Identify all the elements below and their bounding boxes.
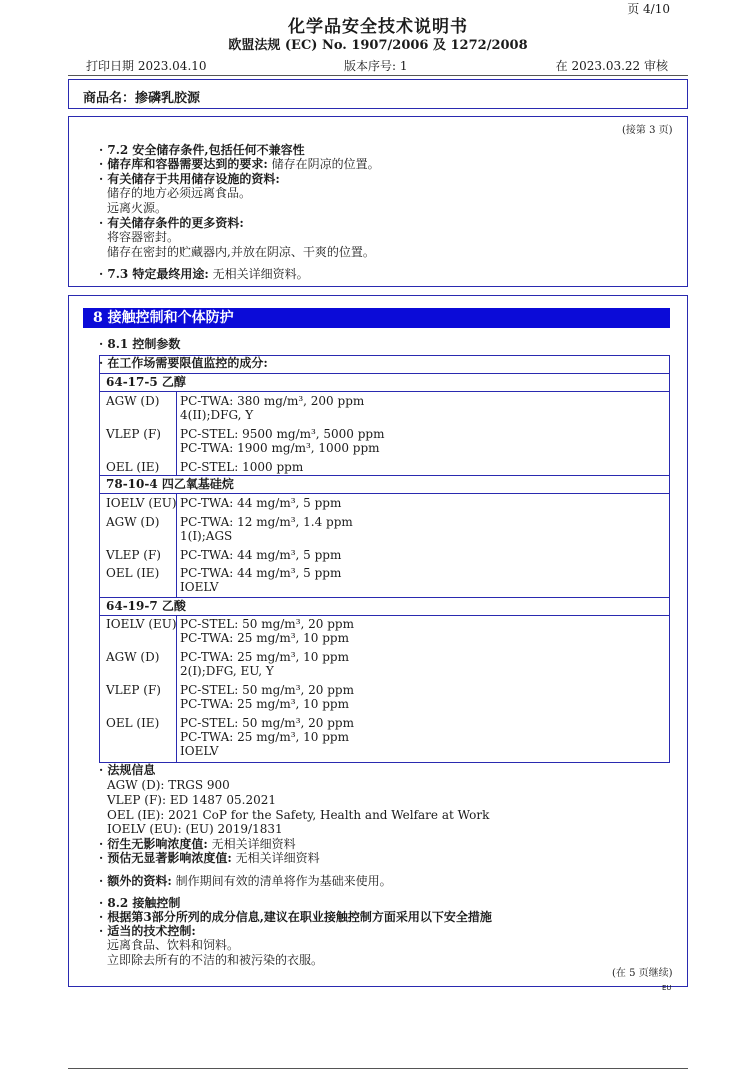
table-rule	[99, 597, 670, 598]
table-rule	[99, 493, 670, 494]
table-column-divider	[176, 615, 177, 763]
s7-line-1: · 7.2 安全储存条件,包括任何不兼容性	[99, 143, 305, 157]
product-name	[83, 87, 200, 106]
table-rule	[99, 391, 670, 392]
reg-code: AGW (D)	[106, 515, 160, 529]
print-date: 打印日期 2023.04.10	[86, 59, 207, 73]
limit-value: IOELV	[180, 744, 219, 758]
subsection-8-2: · 8.2 接触控制	[99, 896, 181, 910]
limit-value: PC-TWA: 44 mg/m³, 5 ppm	[180, 566, 342, 580]
limit-value: 1(I);AGS	[180, 529, 233, 543]
reg-code: AGW (D)	[106, 394, 160, 408]
limit-value: PC-TWA: 44 mg/m³, 5 ppm	[180, 496, 342, 510]
limit-value: PC-STEL: 9500 mg/m³, 5000 ppm	[180, 427, 385, 441]
table-rule	[99, 373, 670, 374]
s7-line-7: 将容器密封。	[107, 230, 180, 244]
limit-value: PC-STEL: 50 mg/m³, 20 ppm	[180, 683, 354, 697]
s7-line-5: 远离火源。	[107, 201, 168, 215]
extra-info-line: · 额外的资料: 制作期间有效的清单将作为基础来使用。	[99, 874, 392, 888]
substance-name: 64-17-5 乙醇	[106, 375, 186, 389]
substance-name: 78-10-4 四乙氧基硅烷	[106, 477, 234, 491]
reg-code: IOELV (EU)	[106, 617, 177, 631]
reg-code: VLEP (F)	[106, 548, 161, 562]
reg-code: OEL (IE)	[106, 716, 160, 730]
limit-value: PC-TWA: 1900 mg/m³, 1000 ppm	[180, 441, 380, 455]
version-number: 版本序号: 1	[344, 59, 408, 73]
continued-next-note: (在 5 页继续)	[612, 968, 673, 979]
review-date: 在 2023.03.22 审核	[555, 59, 668, 73]
limit-value: PC-TWA: 380 mg/m³, 200 ppm	[180, 394, 365, 408]
limit-value: IOELV	[180, 580, 219, 594]
section-8-title: 8 接触控制和个体防护	[83, 308, 670, 328]
s7-line-9: · 7.3 特定最终用途: 无相关详细资料。	[99, 267, 309, 281]
tech-controls-line: 立即除去所有的不洁的和被污染的衣服。	[107, 953, 324, 967]
subsection-8-1: · 8.1 控制参数	[99, 337, 181, 351]
continued-from-note: (接第 3 页)	[622, 125, 673, 136]
limit-value: 4(II);DFG, Y	[180, 408, 254, 422]
product-name-box	[68, 79, 688, 109]
s7-line-4: 储存的地方必须远离食品。	[107, 186, 252, 200]
dnel-line: · 衍生无影响浓度值: 无相关详细资料	[99, 837, 296, 851]
tech-controls-title: · 适当的技术控制:	[99, 924, 196, 938]
reg-info-line: VLEP (F): ED 1487 05.2021	[107, 793, 277, 807]
reg-info-line: AGW (D): TRGS 900	[107, 778, 230, 792]
s7-line-6: · 有关储存条件的更多资料:	[99, 216, 244, 230]
limit-value: PC-TWA: 25 mg/m³, 10 ppm	[180, 650, 349, 664]
reg-code: OEL (IE)	[106, 460, 160, 474]
table-column-divider	[176, 391, 177, 475]
s7-line-3: · 有关储存于共用储存设施的资料:	[99, 172, 280, 186]
table-rule	[99, 475, 670, 476]
reg-code: VLEP (F)	[106, 427, 161, 441]
page-number: 页 4/10	[627, 2, 670, 16]
eu-mark: EU	[662, 984, 672, 992]
reg-code: IOELV (EU)	[106, 496, 177, 510]
s7-line-2: · 储存库和容器需要达到的要求: 储存在阴凉的位置。	[99, 157, 380, 171]
product-value: 掺磷乳胶源	[135, 91, 201, 106]
table-caption: · 在工作场需要限值监控的成分:	[99, 356, 268, 370]
limit-value: 2(I);DFG, EU, Y	[180, 664, 274, 678]
reg-info-line: IOELV (EU): (EU) 2019/1831	[107, 822, 283, 836]
reg-info-title: · 法规信息	[99, 763, 156, 777]
s7-line-8: 储存在密封的贮藏器内,并放在阴凉、干爽的位置。	[107, 245, 375, 259]
product-label: 商品名：	[83, 91, 136, 106]
limit-value: PC-STEL: 50 mg/m³, 20 ppm	[180, 716, 354, 730]
document-title: 化学品安全技术说明书	[288, 17, 468, 37]
limit-value: PC-TWA: 25 mg/m³, 10 ppm	[180, 631, 349, 645]
reg-code: VLEP (F)	[106, 683, 161, 697]
limit-value: PC-TWA: 25 mg/m³, 10 ppm	[180, 730, 349, 744]
limit-value: PC-TWA: 44 mg/m³, 5 ppm	[180, 548, 342, 562]
document-subtitle: 欧盟法规 (EC) No. 1907/2006 及 1272/2008	[228, 38, 528, 53]
substance-name: 64-19-7 乙酸	[106, 599, 186, 613]
limit-value: PC-STEL: 1000 ppm	[180, 460, 304, 474]
limit-value: PC-STEL: 50 mg/m³, 20 ppm	[180, 617, 354, 631]
limit-value: PC-TWA: 12 mg/m³, 1.4 ppm	[180, 515, 353, 529]
pnec-line: · 预估无显著影响浓度值: 无相关详细资料	[99, 851, 320, 865]
limit-value: PC-TWA: 25 mg/m³, 10 ppm	[180, 697, 349, 711]
table-rule	[99, 615, 670, 616]
header-rule	[68, 75, 688, 76]
footer-rule	[68, 1068, 688, 1069]
reg-info-line: OEL (IE): 2021 CoP for the Safety, Health and Welfare at Work	[107, 808, 490, 822]
reg-code: OEL (IE)	[106, 566, 160, 580]
measures-line: · 根据第3部分所列的成分信息,建议在职业接触控制方面采用以下安全措施	[99, 910, 492, 924]
tech-controls-line: 远离食品、饮料和饲料。	[107, 938, 240, 952]
reg-code: AGW (D)	[106, 650, 160, 664]
